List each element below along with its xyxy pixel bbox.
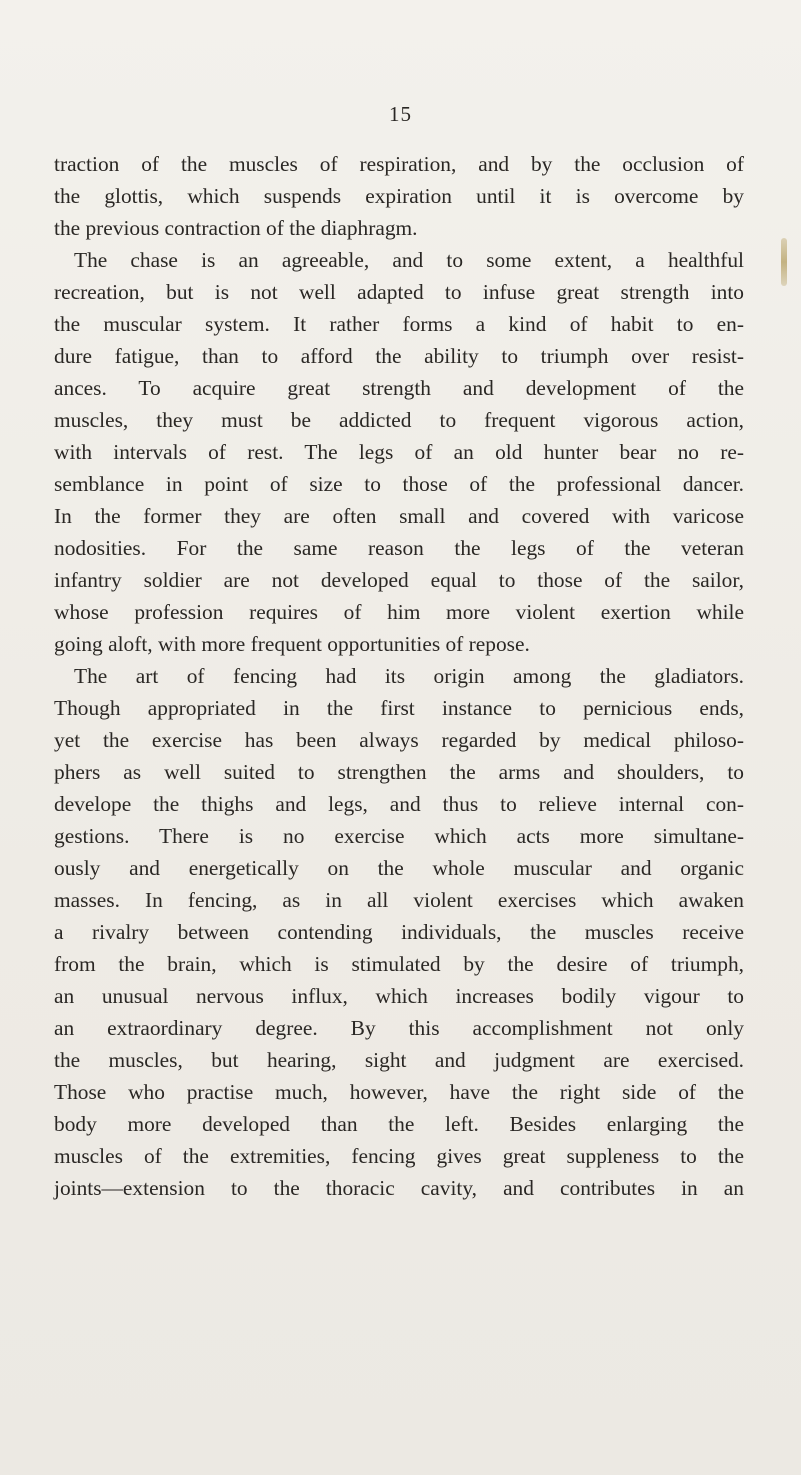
text-line: Those who practise much, however, have the right side of the xyxy=(54,1080,744,1104)
text-line: the muscular system. It rather forms a kind of habit to en- xyxy=(54,312,744,336)
text-line: ances. To acquire great strength and development of the xyxy=(54,376,744,400)
text-line: an extraordinary degree. By this accomplishment not only xyxy=(54,1016,744,1040)
text-line: yet the exercise has been always regarded by medical philoso- xyxy=(54,728,744,752)
text-line: muscles of the extremities, fencing gives great suppleness to the xyxy=(54,1144,744,1168)
text-line: The chase is an agreeable, and to some extent, a healthful xyxy=(74,248,744,272)
text-line: ously and energetically on the whole muscular and organic xyxy=(54,856,744,880)
text-line: nodosities. For the same reason the legs of the veteran xyxy=(54,536,744,560)
page-number: 15 xyxy=(389,102,412,126)
text-line: infantry soldier are not developed equal to those of the sailor, xyxy=(54,568,744,592)
text-line: masses. In fencing, as in all violent exercises which awaken xyxy=(54,888,744,912)
body-text xyxy=(54,148,744,1204)
text-line: traction of the muscles of respiration, and by the occlusion of xyxy=(54,152,744,176)
text-line: a rivalry between contending individuals, the muscles receive xyxy=(54,920,744,944)
text-line: The art of fencing had its origin among the gladiators. xyxy=(74,664,744,688)
text-line: an unusual nervous influx, which increases bodily vigour to xyxy=(54,984,744,1008)
text-line: develope the thighs and legs, and thus to relieve internal con- xyxy=(54,792,744,816)
text-line: gestions. There is no exercise which acts more simultane- xyxy=(54,824,744,848)
text-line: the previous contraction of the diaphragm. xyxy=(54,216,418,240)
text-line: In the former they are often small and covered with varicose xyxy=(54,504,744,528)
page-edge-mark xyxy=(781,238,787,286)
text-line: recreation, but is not well adapted to infuse great strength into xyxy=(54,280,744,304)
text-line: from the brain, which is stimulated by the desire of triumph, xyxy=(54,952,744,976)
text-line: dure fatigue, than to afford the ability to triumph over resist- xyxy=(54,344,744,368)
text-line: phers as well suited to strengthen the arms and shoulders, to xyxy=(54,760,744,784)
text-line: whose profession requires of him more violent exertion while xyxy=(54,600,744,624)
text-line: joints—extension to the thoracic cavity, and contributes in an xyxy=(54,1176,744,1200)
text-line: with intervals of rest. The legs of an old hunter bear no re- xyxy=(54,440,744,464)
text-line: muscles, they must be addicted to frequent vigorous action, xyxy=(54,408,744,432)
text-line: the glottis, which suspends expiration until it is overcome by xyxy=(54,184,744,208)
text-line: the muscles, but hearing, sight and judgment are exercised. xyxy=(54,1048,744,1072)
text-line: semblance in point of size to those of the professional dancer. xyxy=(54,472,744,496)
text-line: Though appropriated in the first instance to pernicious ends, xyxy=(54,696,744,720)
text-line: going aloft, with more frequent opportunities of repose. xyxy=(54,632,530,656)
text-line: body more developed than the left. Besides enlarging the xyxy=(54,1112,744,1136)
